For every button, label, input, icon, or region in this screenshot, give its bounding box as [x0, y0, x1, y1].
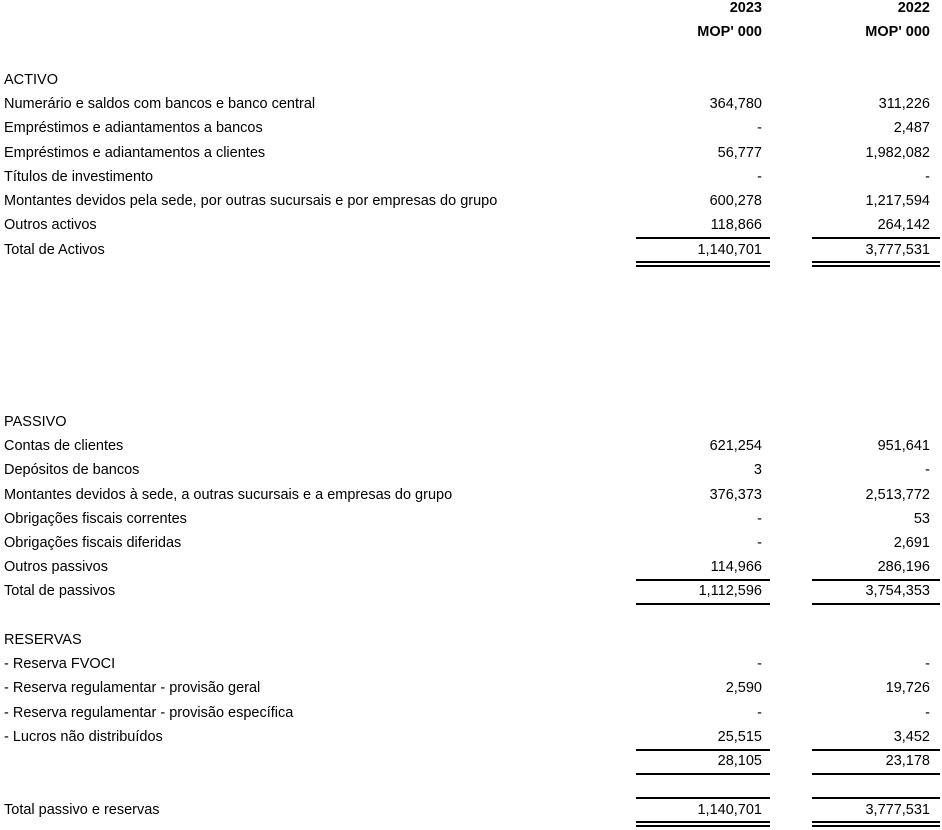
row-label: Total passivo e reservas	[4, 802, 160, 818]
table-row	[0, 435, 942, 459]
row-label: Outros activos	[4, 217, 97, 233]
row-label: Numerário e saldos com bancos e banco central	[4, 96, 316, 112]
total-rule	[812, 603, 940, 605]
double-total-rule	[636, 261, 770, 267]
total-rule	[636, 773, 770, 775]
value-2023: -	[757, 535, 762, 551]
value-2023: 364,780	[709, 96, 762, 112]
header-years-row	[0, 0, 942, 21]
value-2023: 621,254	[709, 438, 762, 454]
value-2023: 118,866	[710, 217, 762, 233]
table-row	[0, 190, 942, 214]
liabilities-section-title	[0, 411, 942, 435]
row-label: - Reserva regulamentar - provisão geral	[4, 680, 261, 696]
value-2023: 28,105	[717, 753, 762, 769]
row-label: Contas de clientes	[4, 438, 124, 454]
value-2023: 376,373	[709, 487, 762, 503]
row-label: Montantes devidos pela sede, por outras sucursais e por empresas do grupo	[4, 193, 498, 209]
section-title: RESERVAS	[4, 632, 82, 648]
table-row	[0, 117, 942, 141]
reserves-section-title	[0, 629, 942, 653]
row-label: - Reserva regulamentar - provisão específica	[4, 705, 294, 721]
row-label: Total de passivos	[4, 583, 116, 599]
table-row	[0, 653, 942, 677]
value-2023: 1,140,701	[697, 802, 762, 818]
assets-section-title	[0, 69, 942, 93]
unit-2023-header: MOP' 000	[697, 24, 762, 40]
value-2023: -	[757, 120, 762, 136]
unit-2022-header: MOP' 000	[865, 24, 930, 40]
value-2022: 286,196	[877, 559, 930, 575]
value-2022: 2,691	[893, 535, 930, 551]
value-2022: 2,487	[893, 120, 930, 136]
double-total-rule	[812, 821, 940, 827]
row-label: Obrigações fiscais correntes	[4, 511, 187, 527]
value-2022: 3,452	[893, 729, 930, 745]
value-2023: 56,777	[717, 145, 762, 161]
table-row	[0, 459, 942, 483]
value-2023: 2,590	[725, 680, 762, 696]
value-2022: 264,142	[877, 217, 930, 233]
value-2023: -	[757, 656, 762, 672]
row-label: - Lucros não distribuídos	[4, 729, 163, 745]
table-row	[0, 677, 942, 701]
year-2022-header: 2022	[897, 0, 930, 16]
header-units-row	[0, 21, 942, 45]
reserves-subtotal-row	[0, 750, 942, 774]
value-2023: 600,278	[709, 193, 762, 209]
value-2023: 114,966	[710, 559, 762, 575]
value-2022: 311,226	[878, 96, 930, 112]
row-label: Títulos de investimento	[4, 169, 154, 185]
table-row	[0, 532, 942, 556]
value-2023: -	[757, 169, 762, 185]
total-assets-row	[0, 239, 942, 263]
table-row	[0, 556, 942, 580]
row-label: Empréstimos e adiantamentos a bancos	[4, 120, 263, 136]
row-label: Obrigações fiscais diferidas	[4, 535, 182, 551]
value-2022: 19,726	[885, 680, 930, 696]
value-2022: 3,777,531	[865, 242, 930, 258]
value-2022: 1,982,082	[865, 145, 930, 161]
value-2023: 1,112,596	[698, 583, 762, 599]
table-row	[0, 142, 942, 166]
value-2022: 23,178	[885, 753, 930, 769]
table-row	[0, 214, 942, 238]
total-rule	[812, 773, 940, 775]
table-row	[0, 484, 942, 508]
value-2022: 1,217,594	[865, 193, 930, 209]
section-title: ACTIVO	[4, 72, 58, 88]
double-total-rule	[812, 261, 940, 267]
value-2022: -	[925, 169, 930, 185]
table-row	[0, 93, 942, 117]
value-2022: -	[925, 462, 930, 478]
row-label: Depósitos de bancos	[4, 462, 140, 478]
value-2022: -	[925, 705, 930, 721]
value-2022: 3,754,353	[865, 583, 930, 599]
section-title: PASSIVO	[4, 414, 67, 430]
value-2022: 951,641	[877, 438, 930, 454]
value-2022: -	[925, 656, 930, 672]
table-row	[0, 726, 942, 750]
grand-total-row	[0, 799, 942, 823]
row-label: Montantes devidos à sede, a outras sucursais e a empresas do grupo	[4, 487, 453, 503]
table-row	[0, 702, 942, 726]
total-liabilities-row	[0, 580, 942, 604]
year-2023-header: 2023	[729, 0, 762, 16]
table-row	[0, 166, 942, 190]
table-row	[0, 508, 942, 532]
value-2023: -	[757, 705, 762, 721]
row-label: Total de Activos	[4, 242, 105, 258]
value-2023: 25,515	[717, 729, 762, 745]
row-label: - Reserva FVOCI	[4, 656, 116, 672]
value-2023: 3	[753, 462, 762, 478]
value-2023: -	[757, 511, 762, 527]
row-label: Empréstimos e adiantamentos a clientes	[4, 145, 266, 161]
value-2022: 53	[913, 511, 930, 527]
double-total-rule	[636, 821, 770, 827]
row-label: Outros passivos	[4, 559, 108, 575]
value-2022: 3,777,531	[865, 802, 930, 818]
value-2023: 1,140,701	[697, 242, 762, 258]
value-2022: 2,513,772	[865, 487, 930, 503]
total-rule	[636, 603, 770, 605]
